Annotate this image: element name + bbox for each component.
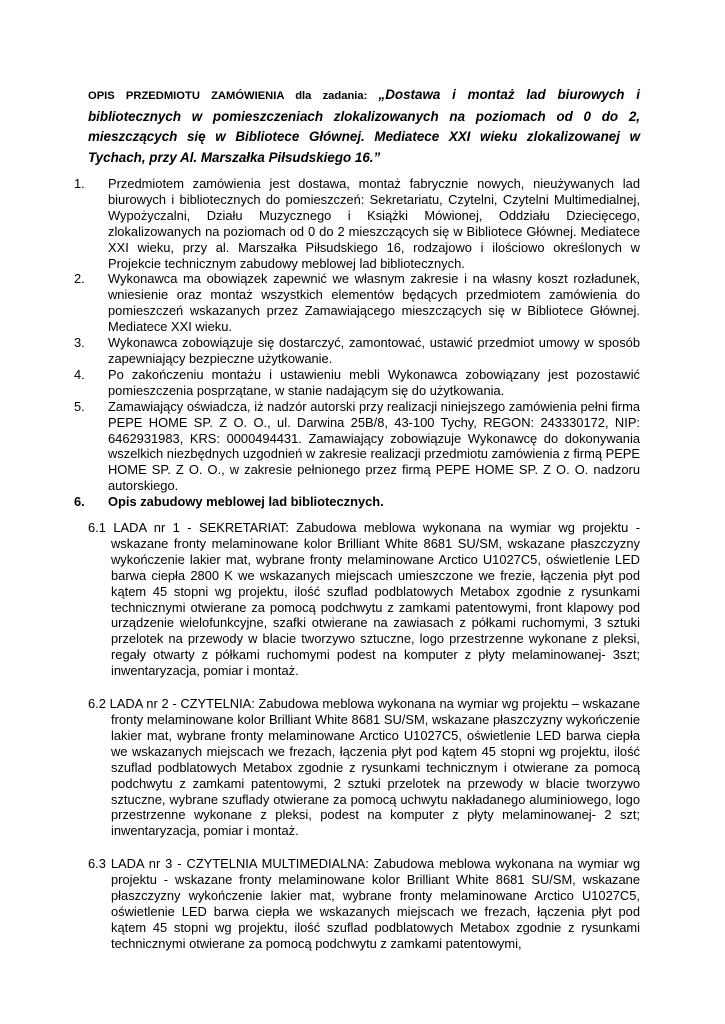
list-item-number: 1. [74, 176, 85, 191]
list-item-number: 4. [74, 366, 85, 382]
list-item-number: 6. [74, 494, 85, 510]
list-item [74, 176, 640, 271]
subsection-paragraph: 6.2 LADA nr 2 - CZYTELNIA: Zabudowa meblowa wykonana na wymiar wg projektu – wskazane fronty melaminowane kolor Brilliant White 8681 SU/SM, wskazane płaszczyzny wykończenie lakier mat, wybrane fronty melaminowane Arctico U1027C5, oświetlenie LED barwa ciepła we wskazanych miejscach we frezach, łączenia płyt pod kątem 45 stopni wg projektu, ilość szuflad podblatowych Metabox zgodnie z rysunkami technicznym i otwierane za pomocą podchwytu z zamkami patentowymi, 2 sztuki przelotek na przewody w blacie tworzywo sztuczne, wybrane szuflady otwierane za pomocą uchwytu nakładanego aluminiowego, logo przestrzenne wykonane z pleksi, podest na komputer z płyty melaminowanej- 2 szt; inwentaryzacja, pomiar i montaż. [88, 696, 640, 839]
title-subject: „Dostawa i montaż lad biurowych i bibliotecznych w pomieszczeniach zlokalizowanych na poziomach od 0 do 2, mieszczących się w Bibliotece Głównej. Mediatece XXI wieku zlokalizowanej w Tychach, przy Al. Marszałka Piłsudskiego 16.” [88, 87, 640, 165]
section-heading [74, 494, 640, 510]
list-item-number: 5. [74, 398, 85, 414]
list-item-text: Zamawiający oświadcza, iż nadzór autorski przy realizacji niniejszego zamówienia pełni firma PEPE HOME SP. Z O. O., ul. Darwina 25B/8, 43-100 Tychy, REGON: 243330172, NIP: 6462931983, KRS: 0000494431. Zamawiający zobowiązuje Wykonawcę do dokonywania wszelkich niezbędnych uzgodnień w zakresie realizacji przedmiotu zamówienia z firmą PEPE HOME SP. Z O. O., w zakresie pełnionego przez firmą PEPE HOME SP. Z O. O. nadzoru autorskiego. [108, 398, 640, 494]
list-item-text: Wykonawca ma obowiązek zapewnić we własnym zakresie i na własny koszt rozładunek, wniesienie oraz montaż wszystkich elementów będących przedmiotem zamówienia do pomieszczeń wskazanych przez Zamawiającego mieszczących się w Bibliotece Głównej. Mediatece XXI wieku. [108, 271, 640, 335]
list-item [74, 399, 640, 494]
list-item-text: Wykonawca zobowiązuje się dostarczyć, zamontować, ustawić przedmiot umowy w sposób zapewniający bezpieczne użytkowanie. [108, 335, 640, 366]
list-item-text: Przedmiotem zamówienia jest dostawa, montaż fabrycznie nowych, nieużywanych lad biurowych i bibliotecznych do pomieszczeń: Sekretariatu, Czytelni, Czytelni Multimedialnej, Wypożyczalni, Działu Muzycznego i Książki Mówionej, Oddziału Dziecięcego, zlokalizowanych na poziomach od 0 do 2 mieszczących się w Bibliotece Głównej. Mediatece XXI wieku, przy al. Marszałka Piłsudskiego 16, rodzajowo i ilościowo określonych w Projekcie technicznym zabudowy meblowej lad bibliotecznych. [108, 176, 640, 271]
numbered-list [74, 176, 640, 952]
list-item [74, 271, 640, 335]
document-title [88, 85, 640, 168]
subsection-paragraph: 6.1 LADA nr 1 - SEKRETARIAT: Zabudowa meblowa wykonana na wymiar wg projektu - wskazane fronty melaminowane kolor Brilliant White 8681 SU/SM, wskazane płaszczyzny wykończenie lakier mat, wybrane fronty melaminowane Arctico U1027C5, oświetlenie LED barwa ciepła 2800 K we wskazanych miejscach umieszczone we frezie, łączenia płyt pod kątem 45 stopni wg projektu, ilość szuflad podblatowych Metabox zgodnie z rysunkami technicznymi otwierane za pomocą podchwytu z zamkami patentowymi, front klapowy pod urządzenie wielofunkcyjne, szafki otwierane na zawiasach z półkami ruchomymi, 3 sztuki przelotek na przewody w blacie tworzywo sztuczne, logo przestrzenne wykonane z pleksi, regały otwarty z półkami ruchomymi podest na komputer z płyty melaminowanej- 3szt; inwentaryzacja, pomiar i montaż. [88, 520, 640, 679]
section-heading-text: Opis zabudowy meblowej lad bibliotecznych. [108, 494, 384, 510]
title-label: OPIS PRZEDMIOTU ZAMÓWIENIA dla zadania: [88, 90, 379, 102]
subsection-paragraph: 6.3 LADA nr 3 - CZYTELNIA MULTIMEDIALNA: Zabudowa meblowa wykonana na wymiar wg projektu - wskazane fronty melaminowane kolor Brilliant White 8681 SU/SM, wskazane płaszczyzny wykończenie lakier mat, wybrane fronty melaminowane Arctico U1027C5, oświetlenie LED barwa ciepła we wskazanych miejscach we frezach, łączenia płyt pod kątem 45 stopni wg projektu, ilość szuflad podblatowych Metabox zgodnie z rysunkami technicznymi otwierane za pomocą podchwytu z zamkami patentowymi, [88, 856, 640, 951]
list-item [74, 335, 640, 367]
list-item [74, 367, 640, 399]
list-item-number: 2. [74, 271, 85, 287]
list-item-text: Po zakończeniu montażu i ustawieniu mebli Wykonawca zobowiązany jest pozostawić pomieszczenia posprzątane, w stanie nadającym się do użytkowania. [108, 366, 640, 398]
list-item-number: 3. [74, 335, 85, 351]
